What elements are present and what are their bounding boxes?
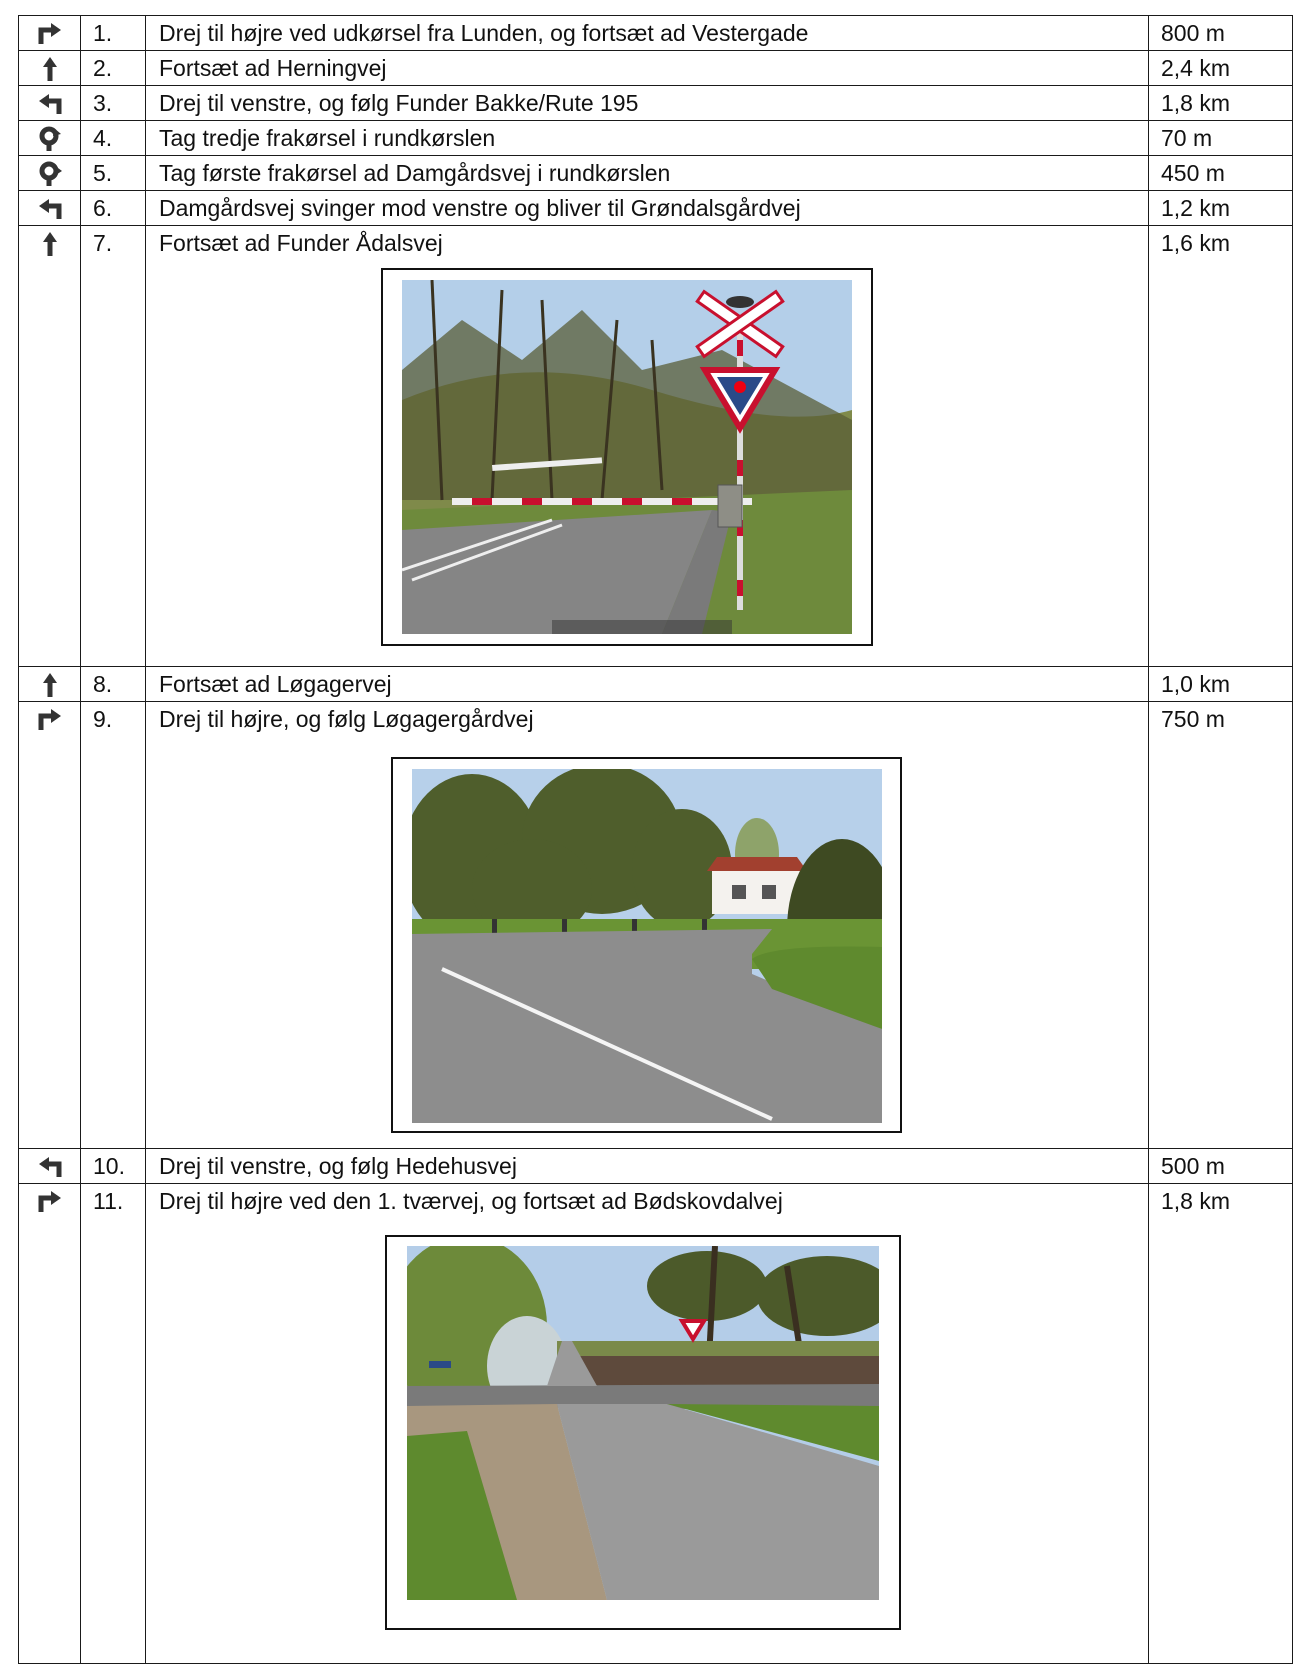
step-distance: 1,8 km	[1149, 86, 1293, 121]
step-number: 4.	[81, 121, 146, 156]
step-instruction: Drej til højre ved udkørsel fra Lunden, og fortsæt ad Vestergade	[146, 16, 1149, 51]
straight-icon	[19, 667, 81, 702]
direction-row-4	[19, 121, 1293, 156]
direction-row-11	[19, 1184, 1293, 1664]
step-instruction: Fortsæt ad Herningvej	[146, 51, 1149, 86]
straight-icon	[19, 51, 81, 86]
turn-right-icon	[19, 16, 81, 51]
turn-left-icon	[19, 1149, 81, 1184]
step-instruction: Drej til højre ved den 1. tværvej, og fortsæt ad Bødskovdalvej	[159, 1188, 783, 1214]
step-instruction: Drej til venstre, og følg Funder Bakke/Rute 195	[146, 86, 1149, 121]
step-number: 5.	[81, 156, 146, 191]
direction-row-3	[19, 86, 1293, 121]
step-distance: 750 m	[1149, 702, 1293, 1149]
roundabout-icon	[19, 156, 81, 191]
crossroad-photo	[385, 1235, 901, 1630]
turn-left-icon	[19, 86, 81, 121]
direction-row-9	[19, 702, 1293, 1149]
step-number: 11.	[81, 1184, 146, 1664]
turn-right-icon	[19, 1184, 81, 1664]
step-number: 6.	[81, 191, 146, 226]
road-junction-photo	[391, 757, 902, 1133]
direction-row-6	[19, 191, 1293, 226]
step-instruction: Tag tredje frakørsel i rundkørslen	[146, 121, 1149, 156]
step-instruction: Damgårdsvej svinger mod venstre og bliver til Grøndalsgårdvej	[146, 191, 1149, 226]
step-number: 8.	[81, 667, 146, 702]
step-distance: 450 m	[1149, 156, 1293, 191]
roundabout-icon	[19, 121, 81, 156]
direction-row-7	[19, 226, 1293, 667]
step-instruction: Tag første frakørsel ad Damgårdsvej i rundkørslen	[146, 156, 1149, 191]
step-number: 2.	[81, 51, 146, 86]
step-number: 1.	[81, 16, 146, 51]
turn-right-icon	[19, 702, 81, 1149]
step-distance: 800 m	[1149, 16, 1293, 51]
step-distance: 2,4 km	[1149, 51, 1293, 86]
direction-row-1	[19, 16, 1293, 51]
direction-row-8	[19, 667, 1293, 702]
step-distance: 1,6 km	[1149, 226, 1293, 667]
step-number: 9.	[81, 702, 146, 1149]
step-number: 10.	[81, 1149, 146, 1184]
step-instruction: Drej til venstre, og følg Hedehusvej	[146, 1149, 1149, 1184]
direction-row-2	[19, 51, 1293, 86]
step-instruction: Fortsæt ad Løgagervej	[146, 667, 1149, 702]
direction-row-10	[19, 1149, 1293, 1184]
direction-row-5	[19, 156, 1293, 191]
railway-crossing-image	[402, 280, 852, 634]
railway-crossing-photo	[381, 268, 873, 646]
step-number: 7.	[81, 226, 146, 667]
step-instruction: Fortsæt ad Funder Ådalsvej	[159, 230, 443, 256]
straight-icon	[19, 226, 81, 667]
step-distance: 70 m	[1149, 121, 1293, 156]
step-number: 3.	[81, 86, 146, 121]
crossroad-image	[407, 1246, 879, 1600]
road-junction-image	[412, 769, 882, 1123]
step-distance: 500 m	[1149, 1149, 1293, 1184]
step-distance: 1,0 km	[1149, 667, 1293, 702]
step-distance: 1,8 km	[1149, 1184, 1293, 1664]
step-instruction: Drej til højre, og følg Løgagergårdvej	[159, 706, 534, 732]
step-distance: 1,2 km	[1149, 191, 1293, 226]
turn-left-icon	[19, 191, 81, 226]
route-directions-table	[18, 15, 1293, 1664]
